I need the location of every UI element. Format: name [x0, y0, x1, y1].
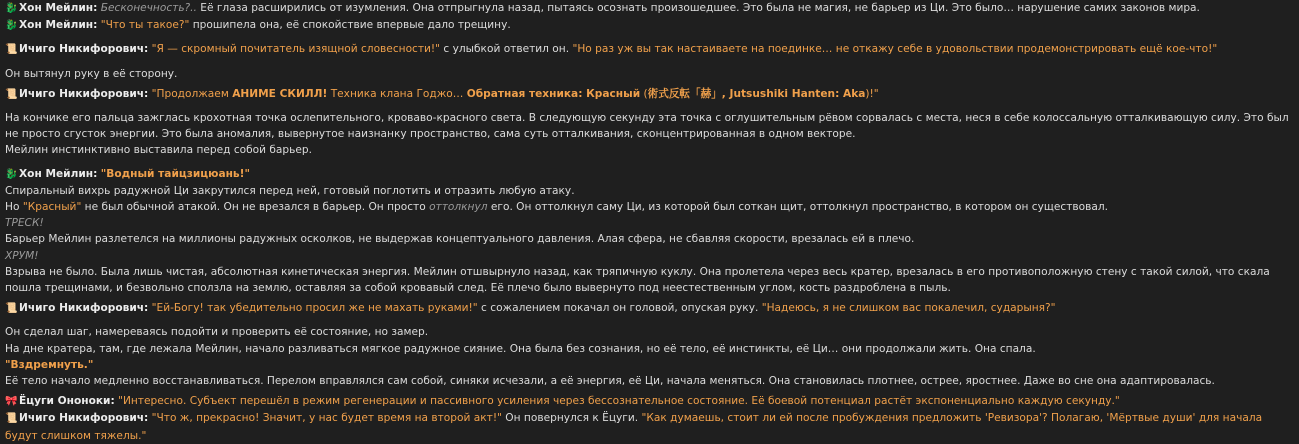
speaker-name: Хон Мейлин: [19, 19, 98, 32]
dragon-icon: 🐉 [5, 20, 18, 32]
dialogue-quote: "Красный" [22, 201, 82, 214]
message-hong-2 [5, 17, 1289, 34]
narration-line: Её тело начало медленно восстанавливаться. Перелом вправлялся сам собой, синяки исчезали, а её энергия, её Ци, начала меняться. Она становилась плотнее, острее, яростнее. Даже во сне она адаптировалась. [5, 375, 1215, 388]
narration-italic: Бесконечность?.. [100, 2, 197, 14]
dialogue-quote: "Как думаешь, стоит ли ей после пробуждения предложить 'Ревизора'? Полагаю, 'Мёртвые души' для начала будут слишком тяжелы." [5, 412, 1263, 442]
dialogue-quote: "Что ты такое?" [100, 19, 190, 32]
book-icon: 📜 [5, 413, 18, 425]
narration-line: На дне кратера, там, где лежала Мейлин, начало разливаться мягкое радужное сияние. Она была без сознания, но её тело, её инстинкты, её Ци… они продолжали жить. Она спала. [5, 342, 1036, 355]
speaker-name: Ичиго Никифорович: [19, 43, 149, 56]
narration-line-mixed [5, 199, 1289, 215]
narration-text: с сожалением покачал он головой, опуская руку. [477, 302, 762, 315]
speaker-name: Ичиго Никифорович: [19, 87, 149, 100]
narration-text: Он повернулся к Ёцуги. [501, 412, 642, 425]
emphasis-text: оттолкнул [429, 201, 488, 214]
narration-text: с улыбкой ответил он. [440, 43, 573, 56]
message-hong-1 [5, 0, 1289, 17]
speaker-name: Хон Мейлин: [19, 2, 98, 14]
dialogue-quote: Техника клана Годжо… [327, 87, 467, 100]
speaker-name: Хон Мейлин: [19, 167, 98, 180]
book-icon: 📜 [5, 88, 18, 100]
narration-text: Но [5, 201, 23, 214]
dialogue-quote: "Надеюсь, я не слишком вас покалечил, сударыня?" [761, 302, 1056, 315]
bow-icon: 🎀 [5, 396, 18, 408]
narration-line: Он вытянул руку в её сторону. [5, 67, 178, 80]
dialogue-quote: "Продолжаем [151, 87, 233, 100]
speaker-name: Ёцуги Ононоки: [19, 395, 115, 408]
dialogue-quote: "Что ж, прекрасно! Значит, у нас будет время на второй акт!" [151, 412, 502, 425]
narration-line: Спиральный вихрь радужной Ци закрутился перед ней, готовый поглотить и отразить любую атаку. [5, 184, 575, 197]
narration-text: прошипела она, её спокойствие впервые дало трещину. [189, 19, 511, 32]
narration-line: Барьер Мейлин разлетелся на миллионы радужных осколков, не выдержав концептуального давления. Алая сфера, не сбавляя скорости, врезалась ей в плечо. [5, 233, 915, 246]
speaker-name: Ичиго Никифорович: [19, 302, 149, 315]
speaker-name: Ичиго Никифорович: [19, 412, 149, 425]
dialogue-quote: "Я — скромный почитатель изящной словесности!" [151, 43, 441, 56]
dragon-icon: 🐉 [5, 168, 18, 180]
dialogue-quote: "Но раз уж вы так настаиваете на поединке… не откажу себе в удовольствии продемонстрировать ещё кое-что!" [572, 43, 1218, 56]
dialogue-quote: ( [640, 87, 648, 100]
book-icon: 📜 [5, 44, 18, 56]
message-ichigo-2 [5, 86, 1289, 103]
book-icon: 📜 [5, 303, 18, 315]
message-hong-3 [5, 166, 1289, 183]
narration-text: не был обычной атакой. Он не врезался в барьер. Он просто [81, 201, 430, 214]
narration-text: Её глаза расширились от изумления. Она отпрыгнула назад, пытаясь осознать произошедшее. Это была не магия, не барьер из Ци. Это было… нарушение самих законов мира. [196, 2, 1200, 14]
dialogue-quote: "Ей-Богу! так убедительно просил же не махать руками!" [151, 302, 478, 315]
dialogue-quote-bold: 術式反転「赫」, Jutsushiki Hanten: Aka [647, 87, 866, 100]
dragon-icon: 🐉 [5, 3, 18, 14]
dialogue-quote-bold: "Вздремнуть." [5, 358, 94, 371]
message-ichigo-3 [5, 300, 1289, 317]
dialogue-quote-bold: "Водный тайцзицюань!" [100, 167, 250, 180]
dialogue-quote-bold: АНИМЕ СКИЛЛ! [232, 87, 328, 100]
dialogue-quote-bold: Обратная техника: Красный [466, 87, 641, 100]
narration-text: его. Он оттолкнул саму Ци, из которой был соткан щит, оттолкнул пространство, в котором он существовал. [487, 201, 1108, 214]
narration-line: Мейлин инстинктивно выставила перед собой барьер. [5, 144, 312, 157]
sound-effect: ХРУМ! [5, 249, 39, 262]
message-ichigo-4 [5, 410, 1289, 443]
message-ichigo-1 [5, 41, 1289, 58]
narration-line: На кончике его пальца зажглась крохотная точка ослепительного, кроваво-красного света. В следующую секунду эта точка с оглушительным рёвом сорвалась с места, неся в себе колоссальную отталкивающую силу. Это был не просто сгусток энергии. Это была аномалия, вывернутое наизнанку пространство, сама суть отталкивания, сконцентрированная в одном векторе. [5, 112, 1289, 141]
dialogue-quote: )!" [865, 87, 879, 100]
dialogue-quote: "Интересно. Субъект перешёл в режим регенерации и пассивного усиления через бессознательное состояние. Её боевой потенциал растёт экспоненциально каждую секунду." [118, 395, 1120, 408]
narration-line: Взрыва не было. Была лишь чистая, абсолютная кинетическая энергия. Мейлин отшвырнуло назад, как тряпичную куклу. Она пролетела через весь кратер, врезалась в его противоположную стену с такой силой, что скала пошла трещинами, и безвольно сползла на землю, оставляя за собой кровавый след. Её плечо было вывернуто под неестественным углом, кость раздроблена в пыль. [5, 265, 1270, 295]
narration-line: Он сделал шаг, намереваясь подойти и проверить её состояние, но замер. [5, 326, 429, 339]
message-yotsugi-1 [5, 393, 1289, 410]
sound-effect: ТРЕСК! [5, 217, 44, 230]
